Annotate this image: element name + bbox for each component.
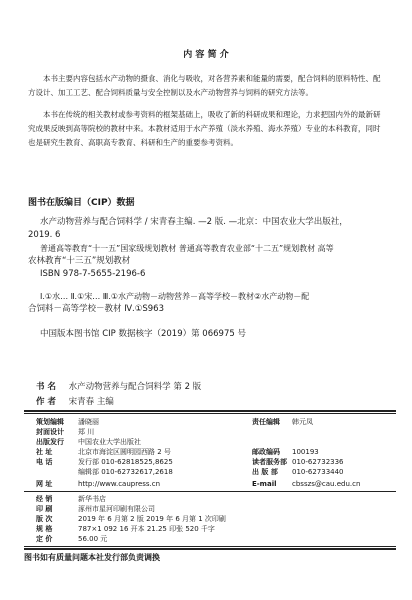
- pub-value: http://www.caupress.cn: [78, 480, 161, 488]
- pub-value: 郑 川: [78, 428, 95, 436]
- cip-line-3: 普通高等教育“十一五”国家级规划教材 普通高等教育农业部“十二五”规划教材 高等: [40, 244, 334, 253]
- cip-line-1: 水产动物营养与配合饲料学 / 宋青春主编. —2 版. —北京：中国农业大学出版社，: [40, 217, 348, 227]
- pub-key: 社 址: [36, 448, 53, 456]
- cip-line-7: 合饲料－高等学校－教材 Ⅳ.①S963: [28, 304, 164, 314]
- pub-key: 封面设计: [36, 428, 64, 436]
- pub-key: E-mail: [252, 480, 277, 488]
- top-rule-thick: [24, 410, 396, 412]
- intro-paragraph-1: 本书主要内容包括水产动物的摄食、消化与吸收，对各营养素和能量的需要，配合饲料的原料特性、配方设计、加工工艺、配合饲料质量与安全控制以及水产动物营养与饲料的研究方法等。: [28, 74, 381, 97]
- pub-phone-sales: [36, 458, 173, 467]
- middle-rule: [24, 491, 396, 492]
- footer-notice: 图书如有质量问题本社发行部负责调换: [24, 553, 160, 562]
- book-title-value: 水产动物营养与配合饲料学 第 2 版: [68, 382, 202, 392]
- pub-price: [36, 535, 107, 544]
- pub-distributor: [36, 495, 106, 504]
- pub-value: 100193: [292, 448, 319, 456]
- pub-email: [252, 480, 360, 489]
- cip-isbn: ISBN 978-7-5655-2196-6: [40, 269, 146, 279]
- pub-postcode: [252, 448, 319, 457]
- book-author-row: [36, 397, 114, 408]
- book-title-key: 书 名: [36, 382, 56, 392]
- pub-value: 编辑部 010-62732617,2618: [78, 468, 173, 476]
- pub-value: 010-62733440: [292, 468, 344, 476]
- top-rule-thin: [24, 413, 396, 414]
- pub-key: 版 次: [36, 515, 53, 523]
- pub-value: 发行部 010-62818525,8625: [78, 458, 173, 466]
- pub-key: 出 版 部: [252, 468, 278, 476]
- pub-key: 规 格: [36, 525, 53, 533]
- pub-key: 定 价: [36, 535, 53, 543]
- pub-value: 涿州市星河印刷有限公司: [78, 505, 155, 513]
- pub-value: 2019 年 6 月第 2 版 2019 年 6 月第 1 次印刷: [78, 515, 226, 523]
- intro-paragraph-2: 本书在传统的相关教材或参考资料的框架基础上，吸收了新的科研成果和理论，力求把国内外的最新研究成果反映到高等院校的教材中来。本教材适用于水产养殖（淡水养殖、海水养殖）专业的本科教育，同时也是研究生教育、高职高专教育、科研和生产的重要参考资料。: [28, 110, 381, 147]
- pub-key: 读者服务部: [252, 458, 287, 466]
- bottom-rule-thick: [24, 548, 396, 550]
- pub-printer: [36, 505, 155, 514]
- pub-value: cbsszs@cau.edu.cn: [292, 480, 361, 488]
- book-author-key: 作 者: [36, 397, 56, 407]
- pub-website: [36, 480, 160, 489]
- pub-key: 策划编辑: [36, 418, 64, 426]
- pub-phone-editorial: [36, 468, 173, 477]
- pub-value: 北京市海淀区圆明园西路 2 号: [78, 448, 171, 456]
- cip-heading: 图书在版编目（CIP）数据: [28, 198, 135, 208]
- pub-value: 新华书店: [78, 495, 106, 503]
- pub-key: 印 刷: [36, 505, 53, 513]
- pub-key: 出版发行: [36, 438, 64, 446]
- pub-key: 责任编辑: [252, 418, 280, 426]
- cip-line-2: 2019. 6: [28, 230, 61, 240]
- book-author-value: 宋青春 主编: [68, 397, 114, 407]
- pub-value: 787×1 092 16 开本 21.25 印张 520 千字: [78, 525, 215, 533]
- cip-line-4: 农林教育“十三五”规划教材: [28, 256, 131, 266]
- bottom-rule-thin: [24, 546, 396, 547]
- pub-key: 经 销: [36, 495, 53, 503]
- pub-reader-service: [252, 458, 344, 467]
- pub-value: 56.00 元: [78, 535, 108, 543]
- pub-value: 韩元凤: [292, 418, 313, 426]
- intro-heading: 内 容 简 介: [183, 50, 229, 60]
- pub-publisher: [36, 438, 141, 447]
- pub-cover-design: [36, 428, 94, 437]
- pub-value: 中国农业大学出版社: [78, 438, 141, 446]
- pub-address: [36, 448, 171, 457]
- pub-value: 010-62732336: [292, 458, 344, 466]
- pub-value: 潘晓丽: [78, 418, 99, 426]
- pub-key: 网 址: [36, 480, 53, 488]
- pub-responsible-editor: [252, 418, 313, 427]
- pub-edition: [36, 515, 226, 524]
- pub-production-dept: [252, 468, 344, 477]
- cip-line-6: Ⅰ.①水… Ⅱ.①宋… Ⅲ.①水产动物－动物营养－高等学校－教材②水产动物－配: [40, 292, 310, 301]
- cip-record-number: 中国版本图书馆 CIP 数据核字（2019）第 066975 号: [40, 329, 246, 339]
- book-title-row: [36, 382, 201, 393]
- pub-key: 邮政编码: [252, 448, 280, 456]
- pub-editor-plan: [36, 418, 99, 427]
- pub-key: 电 话: [36, 458, 53, 466]
- pub-format: [36, 525, 215, 534]
